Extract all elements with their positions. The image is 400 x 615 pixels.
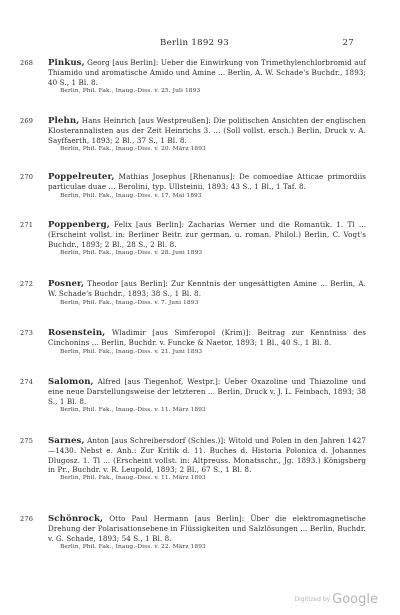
- entry-number: 276: [20, 515, 34, 523]
- entry-text: Georg [aus Berlin]: Ueber die Einwirkung von Trimethylenchlorbromid auf Thiamido und aromatische Amido und Amine ... Berlin, A. W. Schade's Buchdr., 1893; 40 S., 1 Bl. 8.: [48, 58, 367, 87]
- author-name: Rosenstein,: [48, 328, 106, 338]
- entry-body: [48, 172, 366, 200]
- entry-number: 273: [20, 329, 34, 337]
- author-name: Sarnes,: [48, 436, 85, 446]
- author-name: Posner,: [48, 279, 85, 289]
- author-name: Salomon,: [48, 377, 94, 387]
- entry-body: [48, 279, 366, 307]
- dissertation-note: Berlin, Phil. Fak., Inaug.-Diss. v. 7. Juni 1893: [60, 299, 199, 306]
- author-name: Plehn,: [48, 116, 80, 126]
- author-name: Poppelreuter,: [48, 172, 115, 182]
- entry-text: Mathias Josephus [Rhenanus]: De comoediae Atticae primordiis particulae duae ... Berolini, typ. Ullsteinii, 1893; 43 S., 1 Bl., 1 Taf. 8.: [48, 172, 366, 192]
- entry-text: Felix [aus Berlin]: Zacharias Werner und die Romantik. 1. Tl ... (Erscheint vollst. in: Berliner Beitr. zur german. u. roman. Philol.) Berlin, C. Vogt's Buchdr., 1893; 2 Bl., 28 S., 2 Bl. 8.: [48, 220, 366, 249]
- watermark-prefix: Digitized by: [294, 596, 331, 603]
- entry-body: [48, 377, 366, 414]
- page-number: 27: [342, 38, 354, 48]
- dissertation-note: Berlin, Phil. Fak., Inaug.-Diss. v. 20. März 1893: [60, 145, 206, 152]
- entry-number: 275: [20, 437, 34, 445]
- dissertation-note: Berlin, Phil. Fak., Inaug.-Diss. v. 11. März 1893: [60, 406, 206, 413]
- entry-text: Anton [aus Schreibersdorf (Schles.)]: Witold und Polen in den Jahren 1427—1430. Nebst e. Anh.: Zur Kritik d. 11. Buches d. Historia Polonica d. Johannes Dlugosz. 1. Tl ... (Erscheint vollst. in: Altpreuss. Monatsschr., Jg. 1893.) Königsberg in Pr., Buchdr. v. R. Leupold, 1893; 2 Bl., 67 S., 1 Bl. 8.: [48, 436, 366, 474]
- page-header: [0, 38, 400, 50]
- dissertation-note: Berlin, Phil. Fak., Inaug.-Diss. v. 22. März 1893: [60, 543, 206, 550]
- entry-text: Alfred [aus Tiegenhof, Westpr.]: Ueber Oxazoline und Thiazoline und eine neue Darstellungsweise der letzteren ... Berlin, Druck v. J. L. Feinbach, 1893; 38 S., 1 Bl. 8.: [48, 377, 367, 406]
- entry-body: [48, 328, 366, 356]
- google-watermark: [294, 588, 378, 607]
- author-name: Schönrock,: [48, 514, 104, 524]
- dissertation-note: Berlin, Phil. Fak., Inaug.-Diss. v. 11. März 1893: [60, 475, 206, 482]
- entry-number: 270: [20, 173, 34, 181]
- dissertation-note: Berlin, Phil. Fak., Inaug.-Diss. v. 28. Juni 1893: [60, 249, 203, 256]
- author-name: Poppenberg,: [48, 220, 110, 230]
- dissertation-note: Berlin, Phil. Fak., Inaug.-Diss. v. 25. Juli 1893: [60, 87, 201, 94]
- entry-number: 271: [20, 221, 34, 229]
- entry-number: 274: [20, 378, 34, 386]
- entry-body: [48, 220, 366, 257]
- entry-text: Otto Paul Hermann [aus Berlin]: Über die elektromagnetische Drehung der Polarisationsebene in Flüssigkeiten und Salzlösungen ... Berlin, Buchdr. v. G. Schade, 1893; 54 S., 1 Bl. 8.: [48, 514, 367, 543]
- entry-text: Theodor [aus Berlin]: Zur Kenntnis der ungesättigten Amine ... Berlin, A. W. Schade's Buchdr., 1893; 38 S., 1 Bl. 8.: [48, 279, 367, 299]
- entry-body: [48, 436, 366, 483]
- entry-number: 269: [20, 117, 34, 125]
- entry-body: [48, 58, 366, 95]
- entry-number: 268: [20, 59, 34, 67]
- entry-text: Hans Heinrich [aus Westpreußen]: Die politischen Ansichten der englischen Klosterannalisten aus der Zeit Heinrichs 3. ... (Soll vollst. ersch.) Berlin, Druck v. A. Sayffaerth, 1893; 2 Bl., 37 S., 1 Bl. 8.: [48, 116, 366, 145]
- entry-number: 272: [20, 280, 34, 288]
- running-title: Berlin 1892 93: [160, 38, 230, 48]
- entry-body: [48, 116, 366, 153]
- watermark-brand: Google: [332, 592, 378, 607]
- dissertation-note: Berlin, Phil. Fak., Inaug.-Diss. v. 17. Mai 1893: [60, 192, 202, 199]
- author-name: Pinkus,: [48, 58, 85, 68]
- entry-text: Wladimir [aus Simferopol (Krim)]: Beitrag zur Kenntniss des Cinchonins ... Berlin, Buchdr. v. Funcke & Naetor, 1893; 1 Bl., 40 S., 1 Bl. 8.: [48, 328, 366, 348]
- dissertation-note: Berlin, Phil. Fak., Inaug.-Diss. v. 21. Juni 1893: [60, 348, 203, 355]
- entry-body: [48, 514, 366, 551]
